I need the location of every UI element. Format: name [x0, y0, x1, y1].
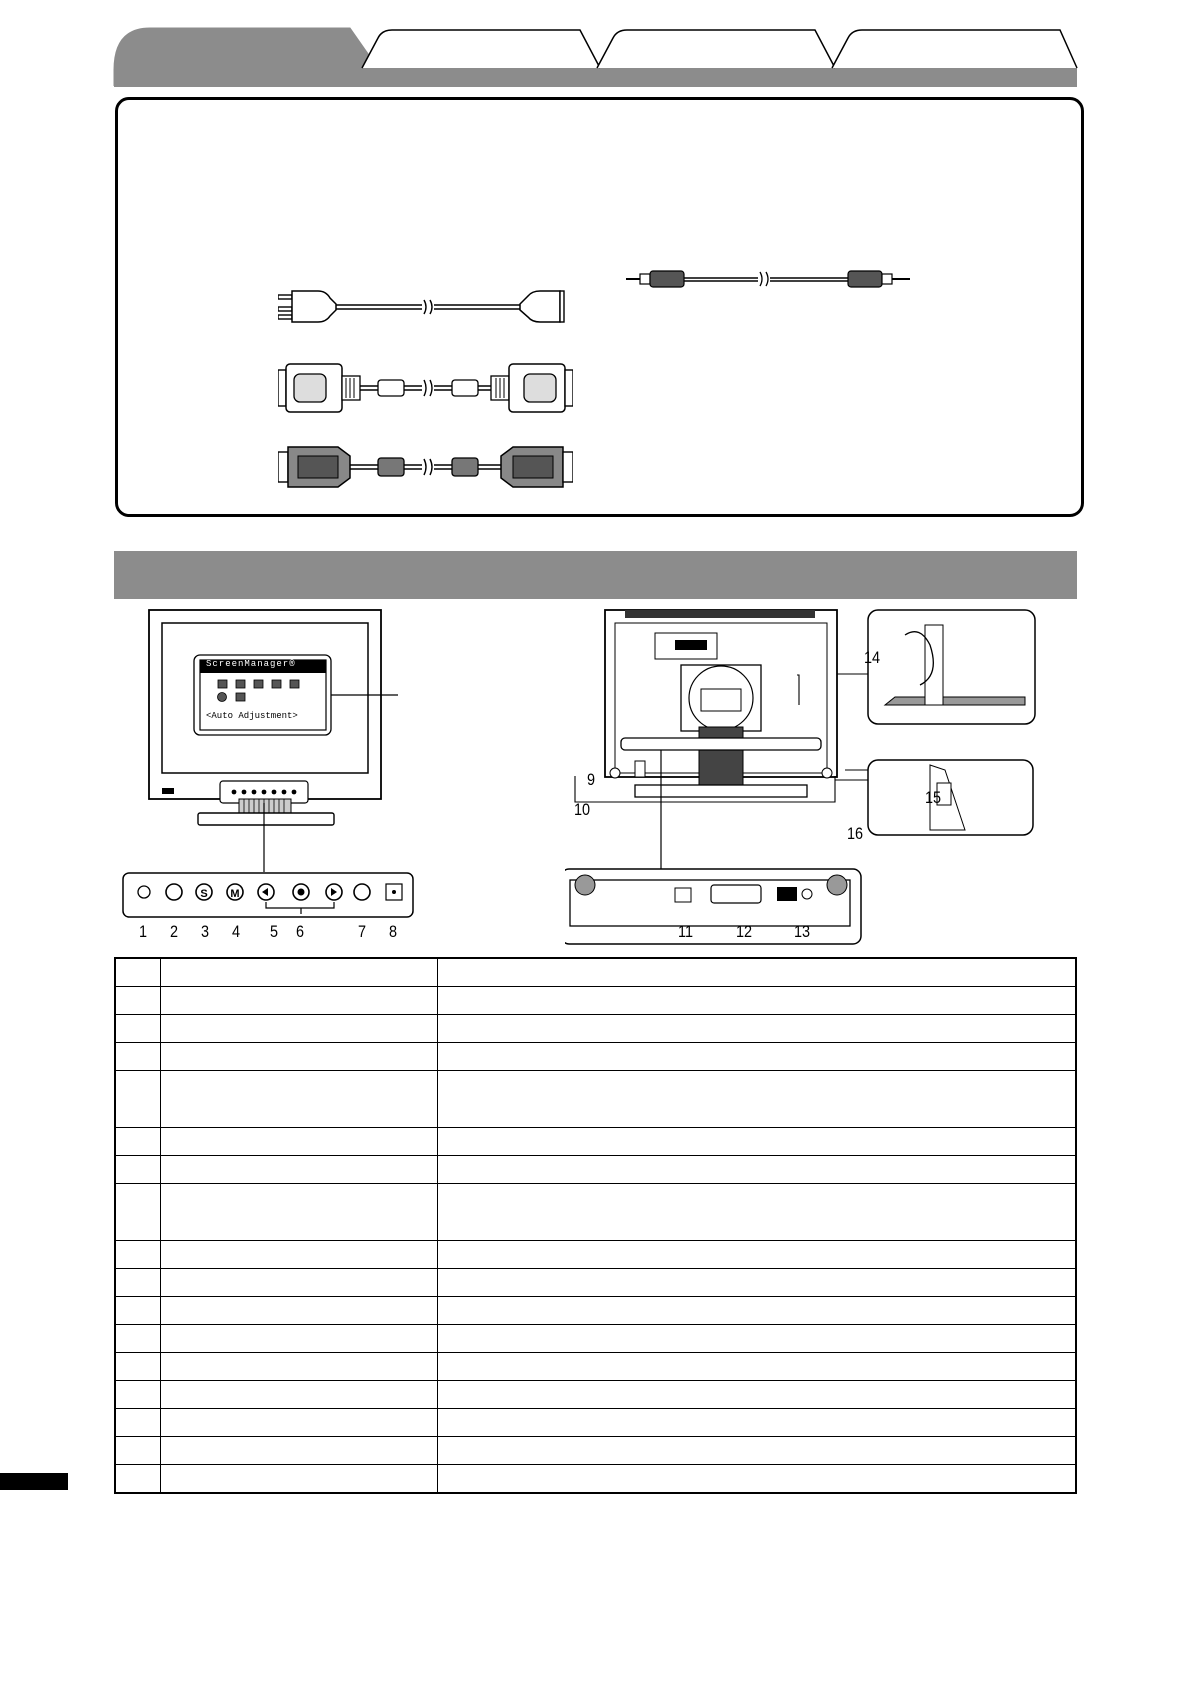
row-name [161, 1241, 438, 1269]
table-row [115, 1409, 1076, 1437]
package-contents-box [115, 97, 1084, 517]
table-row [115, 1325, 1076, 1353]
row-name [161, 1353, 438, 1381]
table-row [115, 1353, 1076, 1381]
row-description [438, 1269, 1077, 1297]
table-row [115, 1297, 1076, 1325]
row-name [161, 1128, 438, 1156]
row-number [115, 1043, 161, 1071]
row-description [438, 1353, 1077, 1381]
table-row [115, 1184, 1076, 1241]
row-number [115, 1297, 161, 1325]
table-row [115, 1071, 1076, 1128]
row-number [115, 987, 161, 1015]
row-description [438, 1409, 1077, 1437]
row-number [115, 958, 161, 987]
row-number [115, 1015, 161, 1043]
parts-table [114, 957, 1077, 1494]
table-row [115, 1128, 1076, 1156]
callout-1: 1 [139, 922, 148, 941]
table-row [115, 1043, 1076, 1071]
row-description [438, 1071, 1077, 1128]
callout-2: 2 [170, 922, 179, 941]
callout-13: 13 [794, 922, 811, 941]
callout-12: 12 [736, 922, 753, 941]
callout-9: 9 [587, 770, 596, 789]
callout-7: 7 [358, 922, 367, 941]
row-name [161, 1043, 438, 1071]
callout-15: 15 [925, 788, 942, 807]
row-name [161, 1015, 438, 1043]
callout-5: 5 [270, 922, 279, 941]
row-description [438, 1465, 1077, 1494]
chapter-tabs [0, 0, 1192, 90]
callout-8: 8 [389, 922, 398, 941]
table-row [115, 1437, 1076, 1465]
row-description [438, 1297, 1077, 1325]
row-number [115, 1465, 161, 1494]
row-number [115, 1156, 161, 1184]
table-row [115, 1269, 1076, 1297]
row-name [161, 1381, 438, 1409]
row-name [161, 1437, 438, 1465]
row-number [115, 1437, 161, 1465]
callout-11: 11 [678, 922, 694, 941]
row-name [161, 987, 438, 1015]
row-name [161, 1297, 438, 1325]
row-name [161, 958, 438, 987]
svg-text:M: M [230, 888, 240, 900]
table-row [115, 987, 1076, 1015]
callout-10: 10 [574, 800, 591, 819]
row-number [115, 1184, 161, 1241]
row-number [115, 1409, 161, 1437]
row-description [438, 1156, 1077, 1184]
callout-16: 16 [847, 824, 864, 843]
row-name [161, 1156, 438, 1184]
row-number [115, 1128, 161, 1156]
screen-manager-status: <Auto Adjustment> [206, 711, 298, 721]
row-name [161, 1184, 438, 1241]
row-description [438, 1043, 1077, 1071]
callout-6: 6 [296, 922, 305, 941]
monitor-front-diagram [114, 605, 434, 945]
screen-manager-title: ScreenManager® [206, 659, 296, 669]
row-number [115, 1071, 161, 1128]
table-row [115, 1381, 1076, 1409]
power-cord-icon [278, 288, 578, 326]
row-name [161, 1269, 438, 1297]
row-description [438, 1381, 1077, 1409]
row-description [438, 1241, 1077, 1269]
vga-cable-icon [278, 444, 573, 490]
controls-section-bar [114, 551, 1077, 599]
dvi-cable-icon [278, 362, 573, 414]
row-number [115, 1269, 161, 1297]
callout-4: 4 [232, 922, 241, 941]
row-name [161, 1409, 438, 1437]
row-name [161, 1071, 438, 1128]
row-description [438, 1325, 1077, 1353]
row-name [161, 1325, 438, 1353]
row-description [438, 1128, 1077, 1156]
monitor-rear-diagram [565, 605, 1075, 950]
row-name [161, 1465, 438, 1494]
row-description [438, 987, 1077, 1015]
row-number [115, 1381, 161, 1409]
row-description [438, 1015, 1077, 1043]
row-description [438, 958, 1077, 987]
audio-cable-icon [626, 268, 916, 290]
row-number [115, 1353, 161, 1381]
row-number [115, 1325, 161, 1353]
table-row [115, 958, 1076, 987]
svg-text:S: S [200, 888, 208, 900]
row-description [438, 1437, 1077, 1465]
callout-3: 3 [201, 922, 210, 941]
table-row [115, 1156, 1076, 1184]
table-row [115, 1241, 1076, 1269]
callout-14: 14 [864, 648, 881, 667]
table-row [115, 1015, 1076, 1043]
row-description [438, 1184, 1077, 1241]
tab-shapes [0, 0, 1192, 90]
page-marker [0, 1473, 68, 1490]
row-number [115, 1241, 161, 1269]
table-row [115, 1465, 1076, 1494]
